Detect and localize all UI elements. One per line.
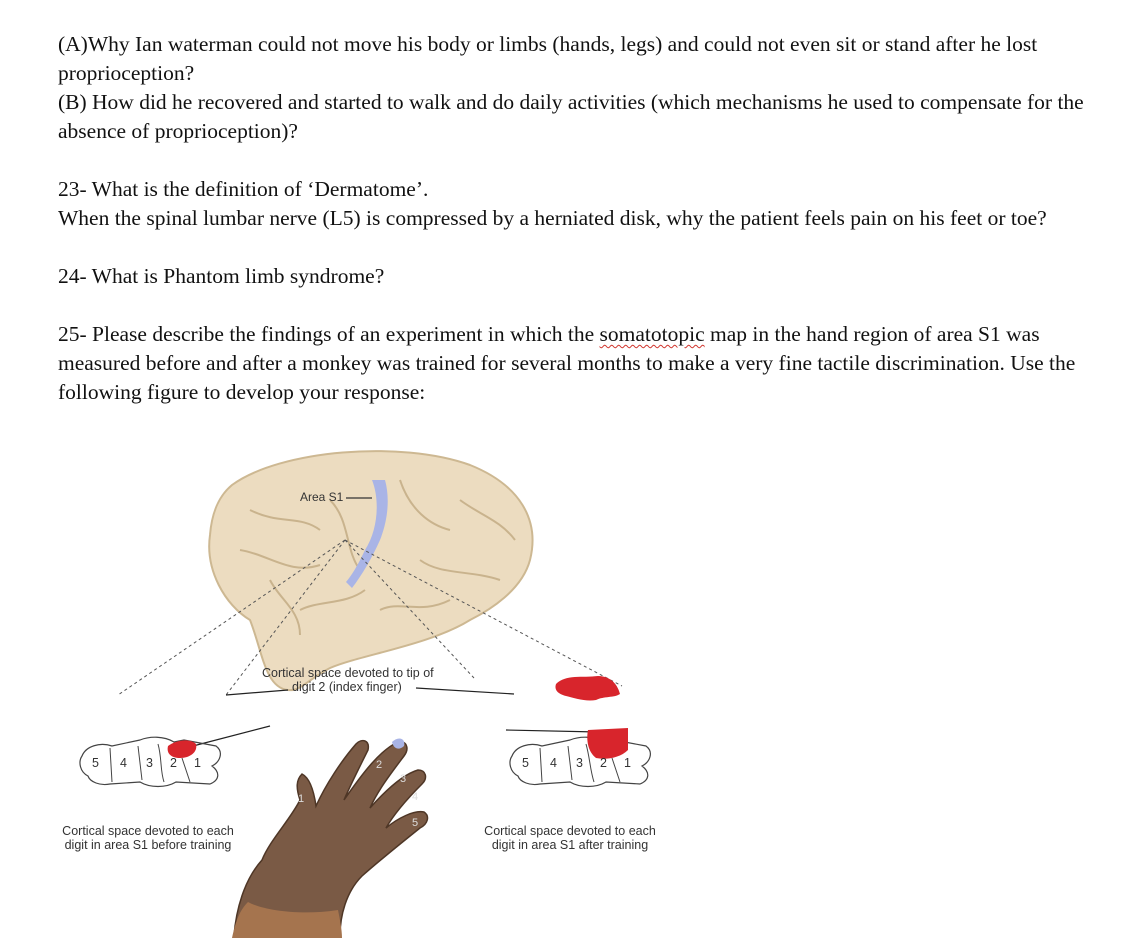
question-22b: (B) How did he recovered and started to walk and do daily activities (which mechanisms he used to compensate for the absence of proprioception)? (58, 90, 1084, 143)
map-after-digit-2: 2 (600, 756, 607, 770)
map-after-digit-1: 1 (624, 756, 631, 770)
pointer-lines (193, 688, 598, 746)
question-23-definition: 23- What is the definition of ‘Dermatome’. (58, 177, 429, 201)
question-document (58, 30, 1118, 407)
map-before-digit-1: 1 (194, 756, 201, 770)
digit2-tip-caption-line1: Cortical space devoted to tip of (262, 666, 434, 680)
map-before-digit-5: 5 (92, 756, 99, 770)
monkey-hand-illustration (232, 739, 427, 938)
after-training-caption-line2: digit in area S1 after training (491, 838, 649, 852)
hand-digit-3: 3 (400, 773, 407, 785)
map-after-digit-3: 3 (576, 756, 583, 770)
before-training-caption (56, 824, 240, 852)
question-25 (58, 320, 1118, 407)
question-25-end: map in the hand region of area S1 was measured before and after a monkey was trained for several months to make a very fine tactile discrimination. Use the following figure to develop your response: (58, 322, 1076, 404)
before-training-caption-line1: Cortical space devoted to each (62, 824, 234, 838)
question-24: 24- What is Phantom limb syndrome? (58, 264, 385, 288)
after-training-caption-line1: Cortical space devoted to each (484, 824, 656, 838)
spellcheck-underlined-word: somatotopic (599, 322, 705, 346)
map-after-digit-4: 4 (550, 756, 557, 770)
question-23-l5: When the spinal lumbar nerve (L5) is compressed by a herniated disk, why the patient feels pain on his feet or toe? (58, 206, 1047, 230)
enlarged-digit2-tip-area (555, 676, 620, 701)
hand-digit-2: 2 (376, 759, 383, 771)
question-22a: (A)Why Ian waterman could not move his body or limbs (hands, legs) and could not even sit or stand after he lost proprioception? (58, 32, 1038, 85)
question-25-start: 25- Please describe the findings of an experiment in which the (58, 322, 600, 346)
area-s1-label: Area S1 (300, 490, 344, 504)
hand-digit-4: 4 (412, 791, 419, 803)
figure-artwork (0, 440, 1144, 940)
map-before-digit-2: 2 (170, 756, 177, 770)
hand-digit-5: 5 (412, 817, 419, 829)
map-before-digit-3: 3 (146, 756, 153, 770)
digit2-tip-caption-line2: digit 2 (index finger) (292, 680, 402, 694)
brain-illustration (209, 451, 532, 690)
hand-digit-1: 1 (298, 793, 305, 805)
somatotopic-map-figure (0, 440, 1144, 940)
map-before-digit-4: 4 (120, 756, 127, 770)
digit2-tip-caption (262, 666, 442, 694)
before-training-caption-line2: digit in area S1 before training (64, 838, 232, 852)
map-after-digit-5: 5 (522, 756, 529, 770)
after-training-caption (478, 824, 662, 852)
